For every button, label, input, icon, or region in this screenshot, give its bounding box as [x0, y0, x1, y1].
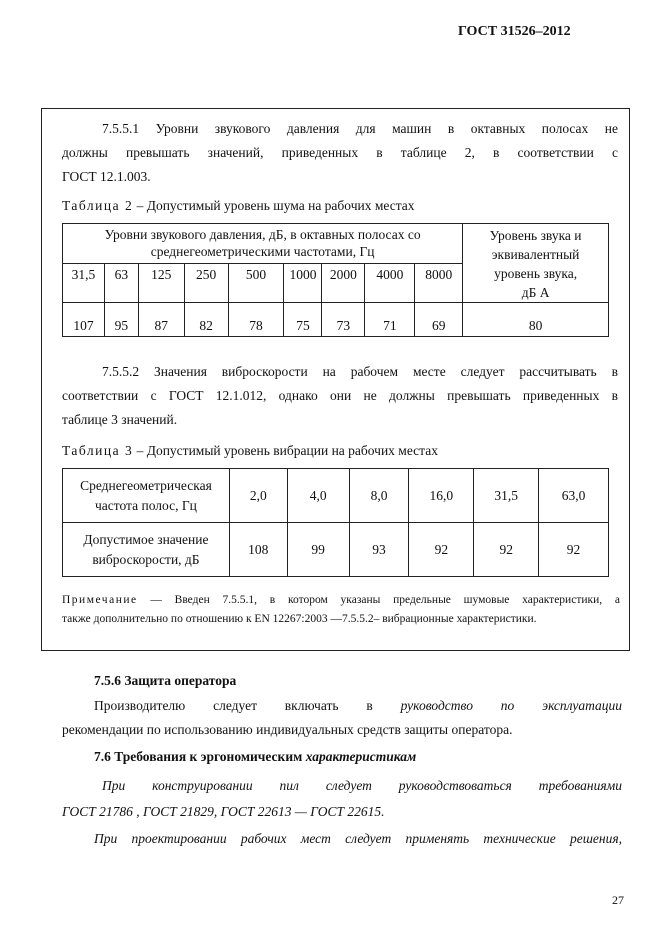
frequency-cell: 8000 — [415, 263, 463, 303]
vibration-value-cell: 99 — [287, 523, 349, 577]
header-line: Допустимое значение — [83, 531, 209, 547]
section-7-5-6-heading: 7.5.6 Защита оператора — [94, 673, 237, 688]
heading-text: 7.6 Требования к эргономическим — [94, 749, 306, 764]
noise-value-cell: 107 — [63, 303, 105, 337]
vibration-row-header — [63, 523, 230, 577]
frequency-cell: 2,0 — [229, 469, 287, 523]
header-line: эквивалентный — [491, 247, 580, 262]
noise-value-cell: 73 — [322, 303, 365, 337]
paragraph-line: рекомендации по использованию индивидуальных средств защиты оператора. — [62, 722, 513, 737]
text-run: Производителю следует включать в — [94, 698, 401, 713]
frequency-cell: 1000 — [284, 263, 322, 303]
section-7-6-heading — [94, 745, 416, 769]
noise-value-cell: 95 — [104, 303, 138, 337]
sound-pressure-group-header — [63, 224, 463, 264]
section-7-6-paragraph-1 — [62, 773, 622, 825]
noise-value-cell: 69 — [415, 303, 463, 337]
header-line: среднегеометрическими частотами, Гц — [150, 244, 375, 259]
table-2-caption — [62, 198, 415, 214]
heading-italic-text: характеристикам — [305, 749, 417, 764]
paragraph-line — [62, 694, 622, 718]
frequency-cell: 500 — [228, 263, 284, 303]
frequency-cell: 8,0 — [349, 469, 409, 523]
paragraph-line: ГОСТ 12.1.003. — [62, 169, 151, 184]
paragraph-7-5-5-1 — [62, 117, 618, 189]
table-3-caption — [62, 443, 438, 459]
paragraph-7-5-5-2 — [62, 360, 618, 432]
note-text: — Введен 7.5.5.1, в котором указаны предельные шумовые характеристики, а — [137, 594, 620, 606]
caption-label: Таблица 2 — [62, 198, 134, 213]
noise-value-cell: 87 — [138, 303, 184, 337]
frequency-cell: 4000 — [365, 263, 415, 303]
note-label: Примечание — [62, 594, 138, 606]
frequency-cell: 31,5 — [474, 469, 539, 523]
caption-label: Таблица 3 — [62, 443, 134, 458]
page-number: 27 — [612, 893, 624, 907]
noise-value-cell: 78 — [228, 303, 284, 337]
frequency-cell: 250 — [184, 263, 228, 303]
vibration-value-cell: 92 — [539, 523, 609, 577]
header-line: Уровень звука и — [489, 228, 582, 243]
header-line: частота полос, Гц — [94, 497, 197, 513]
vibration-value-cell: 92 — [409, 523, 474, 577]
header-line: дБ А — [521, 285, 550, 300]
note-line — [62, 591, 620, 610]
sound-level-header — [463, 224, 609, 303]
section-7-5-6-text — [62, 694, 622, 742]
document-id-header: ГОСТ 31526–2012 — [458, 24, 571, 39]
noise-value-cell: 82 — [184, 303, 228, 337]
vibration-value-cell: 93 — [349, 523, 409, 577]
frequency-cell: 4,0 — [287, 469, 349, 523]
paragraph-line: 7.5.5.2 Значения виброскорости на рабочем месте следует рассчитывать в — [102, 364, 618, 379]
frequency-cell: 16,0 — [409, 469, 474, 523]
table-note — [62, 591, 620, 629]
paragraph-line: ГОСТ 21786 , ГОСТ 21829, ГОСТ 22613 — ГОСТ 22615. — [62, 804, 385, 819]
paragraph-line: соответствии с ГОСТ 12.1.012, однако они не должны превышать приведенных в — [62, 388, 618, 403]
frequency-cell: 31,5 — [63, 263, 105, 303]
header-line: Среднегеометрическая — [80, 477, 212, 493]
vibration-value-cell: 108 — [229, 523, 287, 577]
sound-level-value-cell: 80 — [463, 303, 609, 337]
header-line: Уровни звукового давления, дБ, в октавных полосах со — [104, 227, 421, 242]
noise-value-cell: 75 — [284, 303, 322, 337]
vibration-value-cell: 92 — [474, 523, 539, 577]
frequency-cell: 63 — [104, 263, 138, 303]
header-line: виброскорости, дБ — [92, 551, 200, 567]
paragraph-line: должны превышать значений, приведенных в таблице 2, в соответствии с — [62, 145, 618, 160]
note-line: также дополнительно по отношению к EN 12267:2003 —7.5.5.2– вибрационные характеристики. — [62, 613, 537, 625]
section-7-6-paragraph-2 — [62, 827, 622, 851]
caption-text: – Допустимый уровень шума на рабочих местах — [133, 198, 415, 213]
frequency-cell: 125 — [138, 263, 184, 303]
caption-text: – Допустимый уровень вибрации на рабочих местах — [133, 443, 438, 458]
manual-reference: руководство по эксплуатации — [400, 698, 622, 713]
frequency-cell: 2000 — [322, 263, 365, 303]
header-line: уровень звука, — [494, 266, 578, 281]
paragraph-line: При конструировании пил следует руководствоваться требованиями — [102, 778, 622, 793]
noise-value-cell: 71 — [365, 303, 415, 337]
noise-level-table — [62, 223, 609, 337]
frequency-row-header — [63, 469, 230, 523]
paragraph-line: 7.5.5.1 Уровни звукового давления для машин в октавных полосах не — [102, 121, 618, 136]
vibration-table — [62, 468, 609, 577]
paragraph-line: При проектировании рабочих мест следует применять технические решения, — [94, 831, 622, 846]
paragraph-line: таблице 3 значений. — [62, 412, 178, 427]
frequency-cell: 63,0 — [539, 469, 609, 523]
